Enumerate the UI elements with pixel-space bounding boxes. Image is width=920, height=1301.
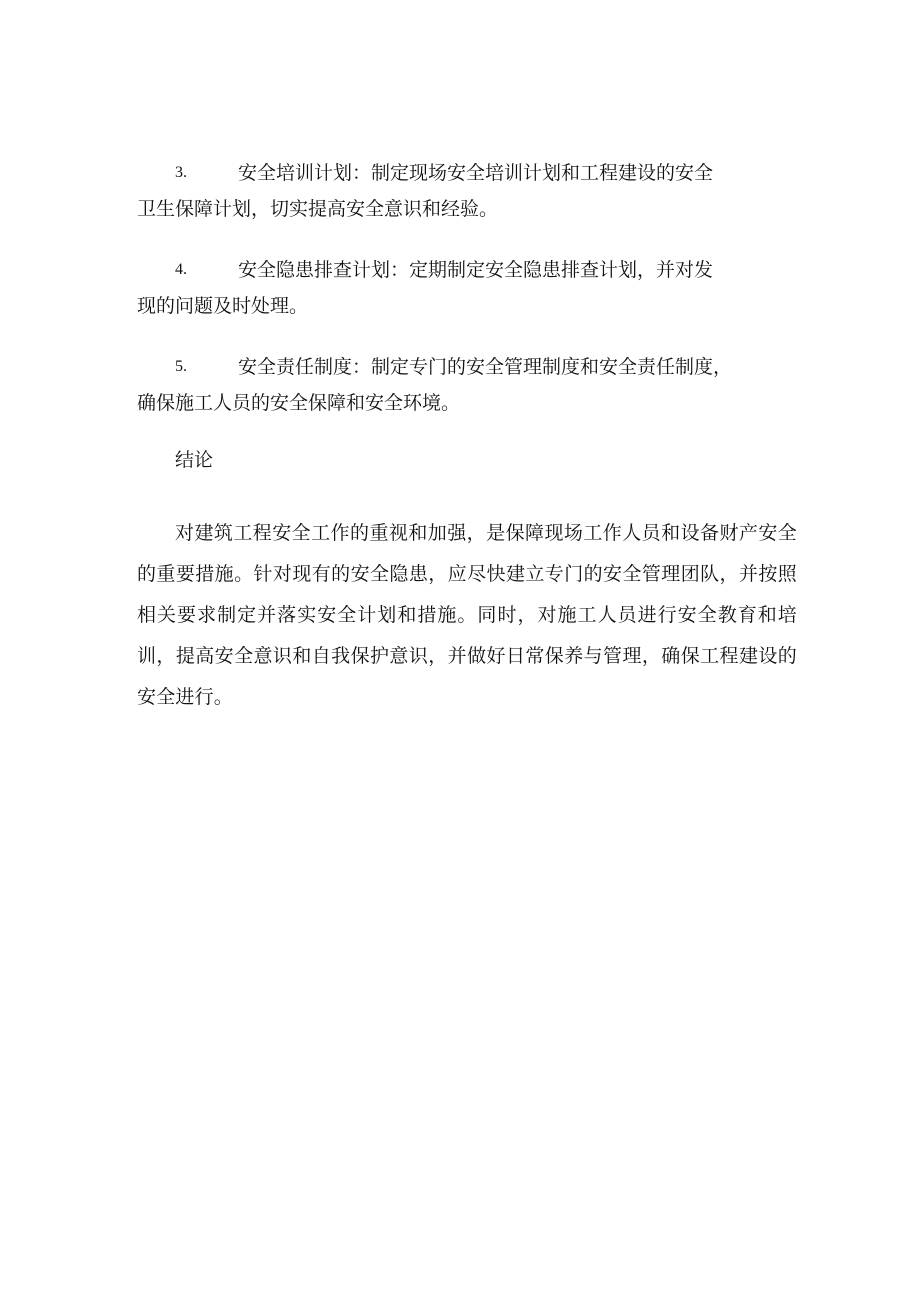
list-item-hazard-inspection: [137, 252, 777, 324]
list-item-number: 3.: [175, 164, 187, 181]
list-item-responsibility-system: [137, 349, 777, 421]
list-item-text-line-1: 安全培训计划：制定现场安全培训计划和工程建设的安全: [238, 162, 714, 184]
list-item-text-line-1: 安全责任制度：制定专门的安全管理制度和安全责任制度，: [238, 356, 733, 378]
conclusion-paragraph: 对建筑工程安全工作的重视和加强，是保障现场工作人员和设备财产安全的重要措施。针对现有的安全隐患，应尽快建立专门的安全管理团队，并按照相关要求制定并落实安全计划和措施。同时，对施工人员进行安全教育和培训，提高安全意识和自我保护意识，并做好日常保养与管理，确保工程建设的安全进行。: [137, 522, 797, 708]
list-item-number: 4.: [175, 261, 187, 278]
list-item-text-line-2: 现的问题及时处理。: [137, 295, 309, 317]
conclusion-heading: 结论: [175, 449, 214, 471]
list-item-number: 5.: [175, 358, 187, 375]
list-item-safety-training: [137, 155, 777, 227]
list-item-text-line-1: 安全隐患排查计划：定期制定安全隐患排查计划，并对发: [238, 259, 714, 281]
list-item-text-line-2: 卫生保障计划，切实提高安全意识和经验。: [137, 198, 499, 220]
list-item-text-line-2: 确保施工人员的安全保障和安全环境。: [137, 392, 461, 414]
